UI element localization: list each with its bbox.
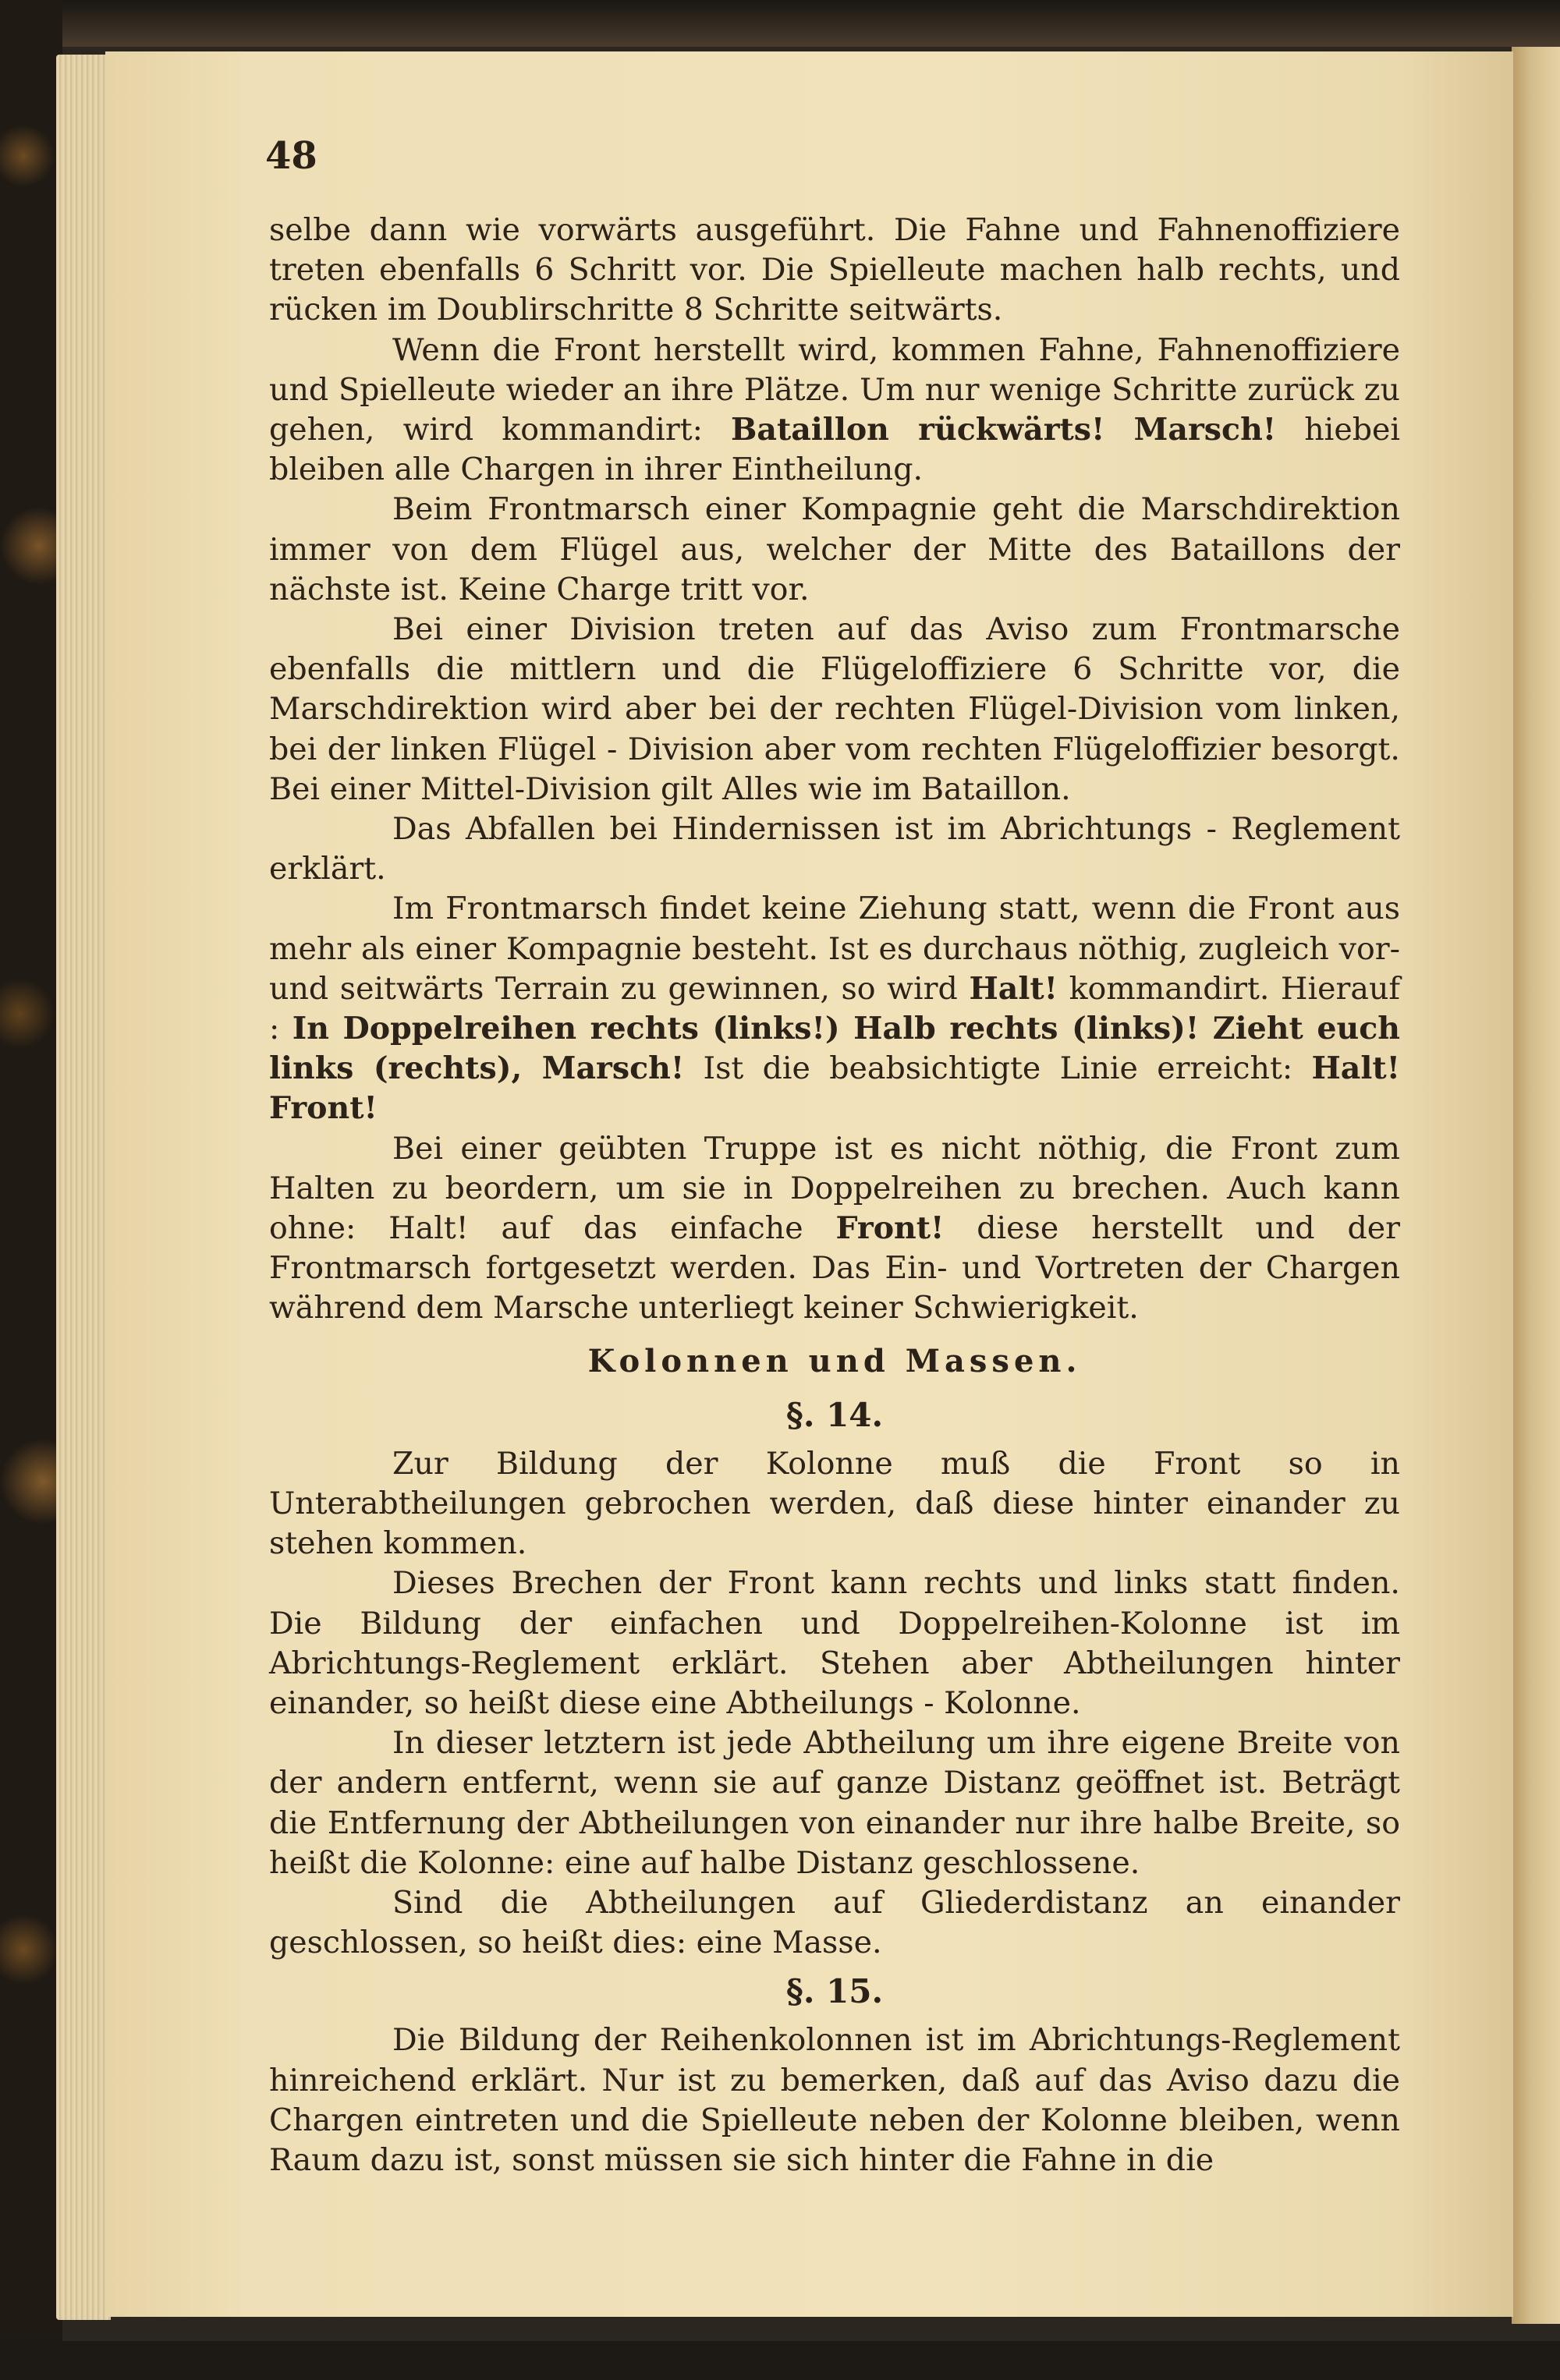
command-text: Bataillon rückwärts! Marsch! (730, 412, 1277, 448)
facing-page-edge (1512, 47, 1560, 2324)
paragraph-text: kommandirt. Hierauf : (269, 970, 1401, 1047)
paragraph (269, 610, 1400, 809)
page-number: 48 (265, 134, 317, 178)
book-cover-top (0, 0, 1560, 47)
paragraph (269, 889, 1400, 1128)
paragraph (269, 331, 1400, 491)
paragraph (269, 1723, 1400, 1883)
paragraph-text: Die Bildung der Reihenkolonnen ist im Abrichtungs-Reglement hinreichend erklärt. Nur ist zu bemerken, daß auf das Aviso dazu die Chargen eintreten und die Spielleute neben der Kolonne bleiben, wenn Raum dazu ist, sonst müssen sie sich hinter die Fahne in die (269, 2022, 1400, 2178)
command-text: In Doppelreihen rechts (links!) Halb rechts (links)! Zieht euch links (rechts), Marsch! (269, 1011, 1400, 1087)
paragraph-text: hiebei bleiben alle Chargen in ihrer Eintheilung. (269, 412, 1400, 488)
paragraph-text: diese herstellt und der Frontmarsch fortgesetzt werden. Das Ein- und Vortreten der Chargen während dem Marsche unterliegt keiner Schwierigkeit. (269, 1210, 1400, 1326)
section-14-number: §. 14. (785, 1395, 884, 1434)
paragraph-text: Sind die Abtheilungen auf Gliederdistanz an einander geschlossen, so heißt dies: eine Masse. (269, 1884, 1400, 1961)
paragraph (269, 2021, 1400, 2180)
section-15-number: §. 15. (785, 1972, 884, 2011)
paragraph (269, 1444, 1400, 1564)
paragraph (269, 1883, 1400, 1963)
book-cover-left (0, 0, 62, 2380)
paragraph-text: Bei einer Division treten auf das Aviso zum Frontmarsche ebenfalls die mittlern und die Flügeloffiziere 6 Schritte vor, die Marschdirektion wird aber bei der rechten Flügel-Division vom linken, bei der linken Flügel - Division aber vom rechten Flügeloffizier besorgt. Bei einer Mittel-Division gilt Alles wie im Bataillon. (269, 611, 1400, 807)
paragraph-text: Wenn die Front herstellt wird, kommen Fahne, Fahnenoffiziere und Spielleute wieder an ihre Plätze. Um nur wenige Schritte zurück zu gehen, wird kommandirt: (269, 331, 1400, 448)
paragraph-text: Ist die beabsichtigte Linie erreicht: (684, 1050, 1312, 1087)
command-text: Front! (835, 1210, 945, 1247)
paragraph-text: Im Frontmarsch findet keine Ziehung statt, wenn die Front aus mehr als einer Kompagnie besteht. Ist es durchaus nöthig, zugleich vor- und seitwärts Terrain zu gewinnen, so wird (269, 891, 1400, 1007)
paragraph (269, 809, 1400, 889)
paragraph-text: Bei einer geübten Truppe ist es nicht nöthig, die Front zum Halten zu beordern, um sie in Doppelreihen zu brechen. Auch kann ohne: Halt! auf das einfache (269, 1130, 1400, 1247)
paragraph (269, 490, 1400, 610)
book-cover-bottom (0, 2341, 1560, 2380)
page-body (269, 211, 1400, 2180)
command-text: Halt! (969, 970, 1058, 1007)
command-text: Halt! Front! (269, 1050, 1400, 1127)
paragraph-text: Das Abfallen bei Hindernissen ist im Abrichtungs - Reglement erklärt. (269, 811, 1400, 887)
paragraphs-section-15 (269, 2021, 1400, 2180)
paragraph-text: selbe dann wie vorwärts ausgeführt. Die Fahne und Fahnenoffiziere treten ebenfalls 6 Schritt vor. Die Spielleute machen halb rechts, und rücken im Doublirschritte 8 Schritte seitwärts. (269, 212, 1400, 328)
section-heading: Kolonnen und Massen. (587, 1342, 1082, 1379)
paragraph-text: Beim Frontmarsch einer Kompagnie geht die Marschdirektion immer von dem Flügel aus, welcher der Mitte des Bataillons der nächste ist. Keine Charge tritt vor. (269, 491, 1400, 607)
paragraph (269, 1129, 1400, 1329)
page-stack-edge (56, 55, 111, 2320)
paragraph (269, 1564, 1400, 1723)
paragraph-text: In dieser letztern ist jede Abtheilung um ihre eigene Breite von der andern entfernt, wenn sie auf ganze Distanz geöffnet ist. Beträgt die Entfernung der Abtheilungen von einander nur ihre halbe Breite, so heißt die Kolonne: eine auf halbe Distanz geschlossene. (269, 1725, 1400, 1881)
paragraphs-top (269, 211, 1400, 1329)
paragraph (269, 211, 1400, 331)
paragraph-text: Zur Bildung der Kolonne muß die Front so in Unterabtheilungen gebrochen werden, daß diese hinter einander zu stehen kommen. (269, 1445, 1400, 1562)
paragraphs-section-14 (269, 1444, 1400, 1964)
paragraph-text: Dieses Brechen der Front kann rechts und links statt finden. Die Bildung der einfachen und Doppelreihen-Kolonne ist im Abrichtungs-Reglement erklärt. Stehen aber Abtheilungen hinter einander, so heißt diese eine Abtheilungs - Kolonne. (269, 1565, 1400, 1721)
